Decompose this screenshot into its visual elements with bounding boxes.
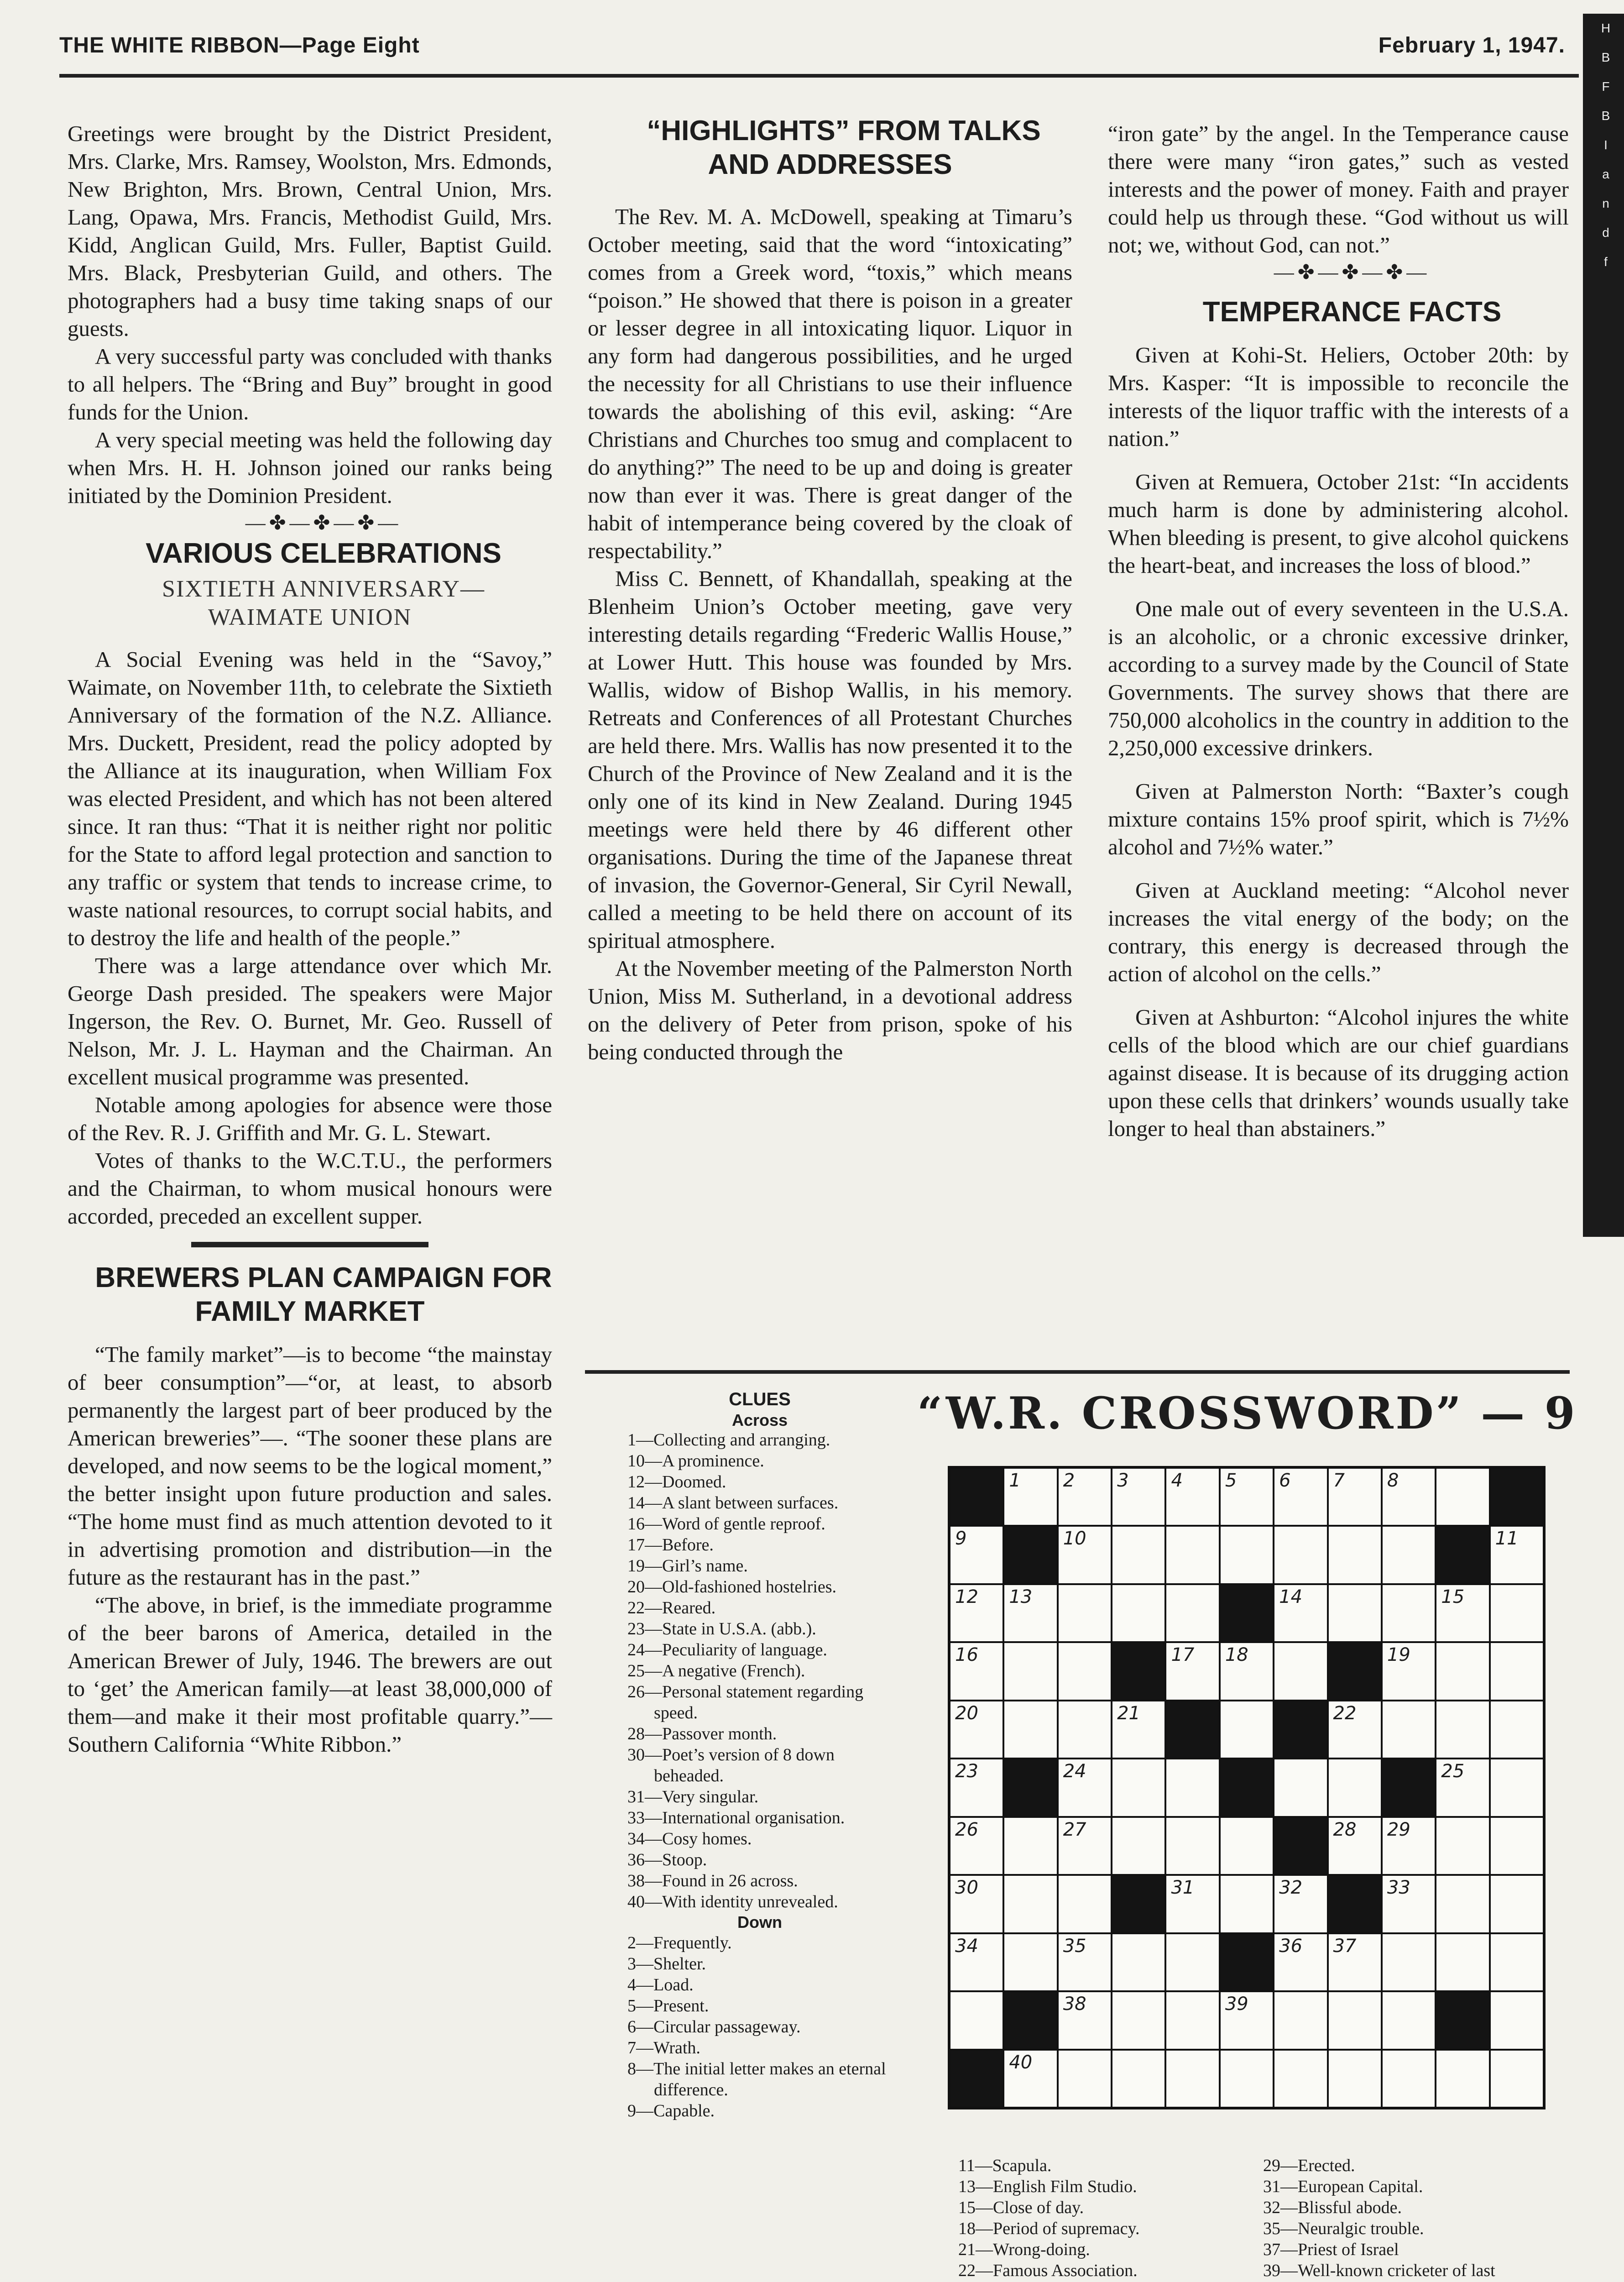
crossword-black-cell bbox=[1004, 1759, 1056, 1816]
edge-letter: H bbox=[1601, 21, 1611, 35]
crossword-cell[interactable] bbox=[1436, 1876, 1488, 1932]
crossword-cell[interactable] bbox=[950, 1585, 1003, 1641]
crossword-cell[interactable] bbox=[950, 1818, 1003, 1874]
crossword-black-cell bbox=[1166, 1701, 1218, 1758]
crossword-cell[interactable] bbox=[1436, 1818, 1488, 1874]
crossword-cell[interactable] bbox=[950, 1876, 1003, 1932]
crossword-cell[interactable] bbox=[1221, 2051, 1273, 2107]
masthead-date: February 1, 1947. bbox=[1378, 33, 1565, 58]
crossword-cell-number: 5 bbox=[1225, 1470, 1237, 1491]
down-clues-continued bbox=[958, 2155, 1232, 2282]
highlights-paragraph: Miss C. Bennett, of Khandallah, speaking at the Blenheim Union’s October meeting, gave very interesting details regarding “Frederic Wallis House,” at Lower Hutt. This house was founded by Mrs. Wallis, widow of Bishop Wallis, in his memory. Retreats and Conferences of all Protestant Churches are held there. Mrs. Wallis has now presented it to the Church of the Province of New Zealand and it is the only one of its kind in New Zealand. During 1945 meetings were held there by 46 different other organisations. During the time of the Japanese threat of invasion, the Governor-General, Sir Cyril Newall, called a meeting to be held there on account of its spiritual atmosphere. bbox=[588, 566, 1072, 953]
crossword-cell[interactable] bbox=[1383, 1469, 1435, 1525]
crossword-black-cell bbox=[1436, 1992, 1488, 2048]
crossword-cell[interactable] bbox=[1166, 1934, 1218, 1990]
crossword-cell-number: 29 bbox=[1387, 1819, 1410, 1840]
crossword-cell-number: 20 bbox=[955, 1702, 978, 1724]
crossword-cell[interactable] bbox=[1166, 1818, 1218, 1874]
down-clue: 18—Period of supremacy. bbox=[958, 2219, 1140, 2238]
across-clue: 24—Peculiarity of language. bbox=[627, 1640, 827, 1659]
crossword-cell[interactable] bbox=[1059, 1818, 1111, 1874]
crossword-cell[interactable] bbox=[1274, 1585, 1326, 1641]
crossword-cell-number: 25 bbox=[1441, 1761, 1465, 1782]
crossword-cell[interactable] bbox=[1329, 1934, 1381, 1990]
crossword-cell-number: 30 bbox=[955, 1877, 978, 1899]
down-clue: 3—Shelter. bbox=[627, 1954, 706, 1973]
crossword-cell-number: 23 bbox=[955, 1761, 978, 1782]
crossword-cell[interactable] bbox=[1004, 1701, 1056, 1758]
celebrations-paragraph: A Social Evening was held in the “Savoy,” Waimate, on November 11th, to celebrate the Sixtieth Anniversary of the formation of the N.Z. Alliance. Mrs. Duckett, President, read the policy adopted by the Alliance at its inauguration, when William Fox was elected President, and which has not been altered since. It ran thus: “That it is neither right nor politic for the State to afford legal protection and sanction to any traffic or system that tends to increase crime, to waste national resources, to corrupt social habits, and to destroy the life and health of the people.” bbox=[68, 647, 552, 950]
crossword-grid[interactable] bbox=[948, 1466, 1546, 2109]
crossword-cell[interactable] bbox=[1491, 1527, 1543, 1583]
crossword-cell[interactable] bbox=[1221, 1701, 1273, 1758]
crossword-cell-number: 38 bbox=[1063, 1994, 1086, 2015]
across-clue: 28—Passover month. bbox=[627, 1724, 777, 1743]
crossword-cell[interactable] bbox=[1166, 2051, 1218, 2107]
crossword-cell-number: 31 bbox=[1171, 1877, 1195, 1899]
crossword-cell[interactable] bbox=[1221, 1469, 1273, 1525]
brewers-heading: BREWERS PLAN CAMPAIGN FOR FAMILY MARKET bbox=[95, 1262, 552, 1327]
down-clue: 5—Present. bbox=[627, 1996, 709, 2015]
edge-letter: n bbox=[1602, 196, 1609, 210]
down-clue: 29—Erected. bbox=[1263, 2156, 1355, 2175]
down-clue: 31—European Capital. bbox=[1263, 2177, 1423, 2196]
down-clue: 39—Well-known cricketer of last bbox=[1263, 2261, 1495, 2280]
temperance-fact: Given at Ashburton: “Alcohol injures the white cells of the blood which are our chief guardians against disease. It is because of its drugging action upon these cells that drinkers’ wounds usually take longer to heal than abstainers.” bbox=[1108, 1005, 1569, 1141]
crossword-cell[interactable] bbox=[1112, 1469, 1164, 1525]
crossword-cell[interactable] bbox=[1274, 1759, 1326, 1816]
crossword-cell[interactable] bbox=[1491, 1701, 1543, 1758]
crossword-cell[interactable] bbox=[1383, 1701, 1435, 1758]
crossword-cell[interactable] bbox=[1059, 1876, 1111, 1932]
crossword-cell-number: 12 bbox=[955, 1586, 978, 1607]
crossword-cell-number: 16 bbox=[955, 1644, 978, 1666]
crossword-cell[interactable] bbox=[1436, 1469, 1488, 1525]
temperance-fact: Given at Kohi-St. Heliers, October 20th: by Mrs. Kasper: “It is impossible to reconcile the interests of the liquor traffic with the interests of a nation.” bbox=[1108, 342, 1569, 451]
crossword-cell-number: 1 bbox=[1009, 1470, 1021, 1491]
crossword-black-cell bbox=[1329, 1643, 1381, 1699]
column-2 bbox=[588, 114, 1072, 1066]
crossword-cell[interactable] bbox=[1059, 1934, 1111, 1990]
down-clue: 21—Wrong-doing. bbox=[958, 2240, 1090, 2259]
crossword-cell[interactable] bbox=[1112, 1527, 1164, 1583]
intro-paragraph: Greetings were brought by the District President, Mrs. Clarke, Mrs. Ramsey, Woolston, Mrs. Edmonds, New Brighton, Mrs. Brown, Central Union, Mrs. Lang, Opawa, Mrs. Francis, Methodist Guild, Mrs. Kidd, Anglican Guild, Mrs. Fuller, Baptist Guild. Mrs. Black, Presbyterian Guild, and others. The photographers had a busy time taking snaps of our guests. bbox=[68, 121, 552, 341]
crossword-cell[interactable] bbox=[950, 1934, 1003, 1990]
crossword-cell[interactable] bbox=[1059, 1585, 1111, 1641]
across-clue: 16—Word of gentle reproof. bbox=[627, 1514, 825, 1534]
crossword-cell-number: 9 bbox=[955, 1528, 967, 1549]
crossword-cell[interactable] bbox=[1436, 2051, 1488, 2107]
crossword-cell[interactable] bbox=[1166, 1469, 1218, 1525]
crossword-cell[interactable] bbox=[1112, 1992, 1164, 2048]
celebrations-heading: VARIOUS CELEBRATIONS bbox=[146, 538, 501, 569]
down-clue: 13—English Film Studio. bbox=[958, 2177, 1137, 2196]
crossword-cell[interactable] bbox=[1059, 1527, 1111, 1583]
crossword-black-cell bbox=[1112, 1876, 1164, 1932]
across-clue: 38—Found in 26 across. bbox=[627, 1871, 798, 1890]
clues-heading: CLUES bbox=[729, 1389, 791, 1409]
across-clue: 30—Poet’s version of 8 down beheaded. bbox=[627, 1745, 835, 1785]
crossword-cell[interactable] bbox=[1329, 1585, 1381, 1641]
crossword-cell[interactable] bbox=[1274, 1469, 1326, 1525]
across-clue: 1—Collecting and arranging. bbox=[627, 1430, 830, 1450]
crossword-cell[interactable] bbox=[1004, 1876, 1056, 1932]
highlights-heading: “HIGHLIGHTS” FROM TALKS AND ADDRESSES bbox=[647, 115, 1041, 180]
crossword-cell[interactable] bbox=[950, 1992, 1003, 2048]
crossword-cell[interactable] bbox=[1274, 1992, 1326, 2048]
crossword-cell[interactable] bbox=[1383, 1992, 1435, 2048]
down-clue: 32—Blissful abode. bbox=[1263, 2198, 1402, 2217]
crossword-cell-number: 13 bbox=[1009, 1586, 1033, 1607]
crossword-cell-number: 3 bbox=[1117, 1470, 1129, 1491]
crossword-cell[interactable] bbox=[1491, 1934, 1543, 1990]
crossword-black-cell bbox=[1329, 1876, 1381, 1932]
crossword-cell[interactable] bbox=[1491, 2051, 1543, 2107]
crossword-cell-number: 27 bbox=[1063, 1819, 1086, 1840]
crossword-black-cell bbox=[1004, 1527, 1056, 1583]
crossword-cell-number: 14 bbox=[1279, 1586, 1303, 1607]
celebrations-paragraph: There was a large attendance over which Mr. George Dash presided. The speakers were Major Ingerson, the Rev. O. Burnet, Mr. Geo. Russell of Nelson, Mr. J. L. Hayman and the Chairman. An excellent musical programme was presented. bbox=[68, 953, 552, 1089]
ornament-divider: —✤—✤—✤— bbox=[245, 512, 402, 534]
crossword-cell[interactable] bbox=[1059, 1701, 1111, 1758]
crossword-title: “W.R. CROSSWORD” — 9 bbox=[917, 1387, 1577, 1439]
crossword-cell-number: 4 bbox=[1171, 1470, 1183, 1491]
crossword-cell[interactable] bbox=[1491, 1585, 1543, 1641]
temperance-fact: Given at Auckland meeting: “Alcohol never increases the vital energy of the body; on the contrary, this energy is decreased through the action of alcohol on the cells.” bbox=[1108, 878, 1569, 986]
crossword-cell[interactable] bbox=[1491, 1818, 1543, 1874]
crossword-cell-number: 15 bbox=[1441, 1586, 1465, 1607]
crossword-black-cell bbox=[1004, 1992, 1056, 2048]
page-edge-text bbox=[1592, 14, 1619, 277]
crossword-cell[interactable] bbox=[1004, 1469, 1056, 1525]
crossword-cell[interactable] bbox=[1059, 1469, 1111, 1525]
crossword-cell[interactable] bbox=[1491, 1876, 1543, 1932]
crossword-cell[interactable] bbox=[1383, 1643, 1435, 1699]
crossword-cell[interactable] bbox=[1491, 1992, 1543, 2048]
crossword-cell-number: 17 bbox=[1171, 1644, 1195, 1666]
highlights-paragraph: The Rev. M. A. McDowell, speaking at Timaru’s October meeting, said that the word “intoxicating” comes from a Greek word, “toxis,” which means “poison.” He showed that there is poison in a greater or lesser degree in all intoxicating liquor. Liquor in any form had dangerous possibilities, and he urged the necessity for all Christians to use their influence towards the abolishing of this evil, asking: “Are Christians and Churches too smug and complacent to do anything?” The need to be up and doing is greater now than ever it was. There is great danger of the habit of intemperance being covered by the cloak of respectability.” bbox=[588, 204, 1072, 563]
crossword-cell[interactable] bbox=[1004, 2051, 1056, 2107]
down-clues-continued bbox=[1263, 2155, 1546, 2282]
crossword-cell-number: 26 bbox=[955, 1819, 978, 1840]
down-clue: 6—Circular passageway. bbox=[627, 2017, 801, 2036]
crossword-cell[interactable] bbox=[950, 1643, 1003, 1699]
edge-letter: I bbox=[1604, 138, 1608, 152]
crossword-black-cell bbox=[1221, 1759, 1273, 1816]
section-rule bbox=[191, 1242, 428, 1247]
across-clue: 23—State in U.S.A. (abb.). bbox=[627, 1619, 816, 1638]
crossword-cell[interactable] bbox=[1436, 1934, 1488, 1990]
crossword-cell[interactable] bbox=[1059, 2051, 1111, 2107]
crossword-cell[interactable] bbox=[1221, 1818, 1273, 1874]
ornament-divider: —✤—✤—✤— bbox=[1274, 261, 1431, 283]
crossword-cell-number: 7 bbox=[1333, 1470, 1345, 1491]
crossword-cell[interactable] bbox=[1383, 1585, 1435, 1641]
crossword-black-cell bbox=[1436, 1527, 1488, 1583]
crossword-cell-number: 11 bbox=[1495, 1528, 1519, 1549]
crossword-cell[interactable] bbox=[1436, 1701, 1488, 1758]
crossword-cell-number: 28 bbox=[1333, 1819, 1357, 1840]
celebrations-paragraph: Notable among apologies for absence were those of the Rev. R. J. Griffith and Mr. G. L. Stewart. bbox=[68, 1092, 552, 1145]
crossword-cell[interactable] bbox=[1166, 1527, 1218, 1583]
across-clue: 17—Before. bbox=[627, 1535, 714, 1554]
crossword-cell[interactable] bbox=[1436, 1759, 1488, 1816]
highlights-paragraph: At the November meeting of the Palmerston North Union, Miss M. Sutherland, in a devotional address on the delivery of Peter from prison, spoke of his being conducted through the bbox=[588, 956, 1072, 1064]
crossword-cell[interactable] bbox=[1436, 1585, 1488, 1641]
crossword-black-cell bbox=[1221, 1934, 1273, 1990]
crossword-cell[interactable] bbox=[1221, 1643, 1273, 1699]
crossword-cell-number: 19 bbox=[1387, 1644, 1410, 1666]
crossword-cell[interactable] bbox=[1112, 1818, 1164, 1874]
edge-letter: B bbox=[1601, 50, 1610, 64]
crossword-top-rule bbox=[585, 1370, 1570, 1374]
brewers-paragraph: “The family market”—is to become “the mainstay of beer consumption”—“or, at least, to absorb permanently the largest part of beer produced by the American breweries”—. “The sooner these plans are developed, and now seems to be the logical moment,” the better insight upon future production and sales. “The home must find as much attention devoted to it in advertising promotion and distribution—in the future as the restaurant has in the past.” bbox=[68, 1342, 552, 1590]
brewers-paragraph: “The above, in brief, is the immediate programme of the beer barons of America, detailed in the American Brewer of July, 1946. The brewers are out to ‘get’ the American family—at least 38,000,000 of them—and make it their most profitable quarry.”—Southern California “White Ribbon.” bbox=[68, 1592, 552, 1757]
down-clue: 22—Famous Association. bbox=[958, 2261, 1138, 2280]
crossword-cell[interactable] bbox=[1059, 1992, 1111, 2048]
crossword-cell-number: 36 bbox=[1279, 1935, 1303, 1957]
down-clue: 2—Frequently. bbox=[627, 1933, 732, 1952]
crossword-cell-number: 8 bbox=[1387, 1470, 1399, 1491]
crossword-cell[interactable] bbox=[1329, 1527, 1381, 1583]
crossword-cell[interactable] bbox=[1112, 1701, 1164, 1758]
crossword-black-cell bbox=[950, 1469, 1003, 1525]
crossword-cell[interactable] bbox=[1166, 1992, 1218, 2048]
down-clue: 35—Neuralgic trouble. bbox=[1263, 2219, 1424, 2238]
crossword-black-cell bbox=[950, 2051, 1003, 2107]
celebrations-subheading: SIXTIETH ANNIVERSARY— WAIMATE UNION bbox=[162, 576, 485, 630]
down-clue: 4—Load. bbox=[627, 1975, 694, 1994]
crossword-cell[interactable] bbox=[1329, 1992, 1381, 2048]
masthead bbox=[59, 27, 1565, 64]
crossword-cell-number: 34 bbox=[955, 1935, 978, 1957]
edge-letter: f bbox=[1604, 255, 1608, 269]
crossword-cell[interactable] bbox=[1274, 1527, 1326, 1583]
down-clue: 8—The initial letter makes an eternal difference. bbox=[627, 2059, 886, 2099]
crossword-cell[interactable] bbox=[1329, 1759, 1381, 1816]
intro-paragraph: A very special meeting was held the following day when Mrs. H. H. Johnson joined our ranks being initiated by the Dominion President. bbox=[68, 427, 552, 508]
crossword-cell-number: 35 bbox=[1063, 1935, 1086, 1957]
crossword-cell[interactable] bbox=[1436, 1643, 1488, 1699]
crossword-cell[interactable] bbox=[1112, 1585, 1164, 1641]
crossword-cell[interactable] bbox=[1166, 1876, 1218, 1932]
crossword-cell[interactable] bbox=[950, 1527, 1003, 1583]
crossword-cell[interactable] bbox=[1274, 1643, 1326, 1699]
down-clue: 37—Priest of Israel bbox=[1263, 2240, 1399, 2259]
crossword-cell-number: 22 bbox=[1333, 1702, 1357, 1724]
crossword-cell[interactable] bbox=[1491, 1759, 1543, 1816]
down-clue: 15—Close of day. bbox=[958, 2198, 1084, 2217]
across-clue: 20—Old-fashioned hostelries. bbox=[627, 1577, 837, 1596]
crossword-cell-number: 24 bbox=[1063, 1761, 1086, 1782]
crossword-cell[interactable] bbox=[1059, 1759, 1111, 1816]
celebrations-paragraph: Votes of thanks to the W.C.T.U., the performers and the Chairman, to whom musical honours were accorded, preceded an excellent supper. bbox=[68, 1148, 552, 1229]
across-clue: 33—International organisation. bbox=[627, 1808, 845, 1827]
crossword-cell[interactable] bbox=[1004, 1934, 1056, 1990]
across-clue: 40—With identity unrevealed. bbox=[627, 1892, 838, 1911]
crossword-cell-number: 40 bbox=[1009, 2052, 1033, 2073]
crossword-cell[interactable] bbox=[1112, 1759, 1164, 1816]
crossword-cell[interactable] bbox=[1112, 2051, 1164, 2107]
column-3 bbox=[1108, 120, 1569, 1142]
across-clue: 19—Girl’s name. bbox=[627, 1556, 748, 1575]
edge-letter: B bbox=[1601, 109, 1610, 123]
across-clue: 34—Cosy homes. bbox=[627, 1829, 752, 1848]
crossword-cell[interactable] bbox=[1383, 1818, 1435, 1874]
masthead-title: THE WHITE RIBBON—Page Eight bbox=[59, 33, 420, 58]
down-clue: 7—Wrath. bbox=[627, 2038, 700, 2057]
edge-letter: d bbox=[1602, 225, 1609, 240]
highlights-continued: “iron gate” by the angel. In the Temperance cause there were many “iron gates,” such as vested interests and the power of money. Faith and prayer could help us through these. “God without us will not; we, without God, can not.” bbox=[1108, 121, 1569, 257]
across-clue: 25—A negative (French). bbox=[627, 1661, 805, 1680]
crossword-cell[interactable] bbox=[1059, 1643, 1111, 1699]
crossword-cell[interactable] bbox=[1274, 2051, 1326, 2107]
across-clue: 10—A prominence. bbox=[627, 1451, 764, 1471]
crossword-cell-number: 39 bbox=[1225, 1994, 1248, 2015]
across-clue: 36—Stoop. bbox=[627, 1850, 707, 1869]
crossword-clues bbox=[627, 1387, 892, 2121]
crossword-cell[interactable] bbox=[1166, 1643, 1218, 1699]
crossword-cell-number: 6 bbox=[1279, 1470, 1291, 1491]
crossword-cell[interactable] bbox=[1329, 1701, 1381, 1758]
crossword-black-cell bbox=[1112, 1643, 1164, 1699]
crossword-cell-number: 33 bbox=[1387, 1877, 1410, 1899]
crossword-black-cell bbox=[1221, 1585, 1273, 1641]
edge-letter: a bbox=[1602, 167, 1609, 181]
crossword-cell[interactable] bbox=[1383, 1876, 1435, 1932]
crossword-cell[interactable] bbox=[1274, 1876, 1326, 1932]
crossword-cell-number: 21 bbox=[1117, 1702, 1140, 1724]
temperance-fact: One male out of every seventeen in the U.S.A. is an alcoholic, or a chronic excessive drinker, according to a survey made by the Council of State Governments. The survey shows that there are 750,000 alcoholics in the country in addition to the 2,250,000 excessive drinkers. bbox=[1108, 596, 1569, 760]
crossword-cell[interactable] bbox=[1329, 1818, 1381, 1874]
crossword-cell[interactable] bbox=[1383, 1527, 1435, 1583]
temperance-fact: Given at Palmerston North: “Baxter’s cough mixture contains 15% proof spirit, which is 7½% alcohol and 7½% water.” bbox=[1108, 779, 1569, 859]
crossword-cell[interactable] bbox=[1383, 2051, 1435, 2107]
crossword-cell[interactable] bbox=[1329, 1469, 1381, 1525]
crossword-cell[interactable] bbox=[1166, 1759, 1218, 1816]
temperance-facts-heading: TEMPERANCE FACTS bbox=[1202, 296, 1502, 328]
crossword-cell[interactable] bbox=[1491, 1643, 1543, 1699]
crossword-cell-number: 32 bbox=[1279, 1877, 1303, 1899]
crossword-cell[interactable] bbox=[1329, 2051, 1381, 2107]
crossword-cell[interactable] bbox=[1383, 1934, 1435, 1990]
across-clue: 31—Very singular. bbox=[627, 1787, 759, 1806]
edge-letter: F bbox=[1602, 79, 1610, 94]
crossword-cell[interactable] bbox=[1004, 1818, 1056, 1874]
across-clue: 26—Personal statement regarding speed. bbox=[627, 1682, 864, 1722]
crossword-cell[interactable] bbox=[1274, 1934, 1326, 1990]
crossword-cell[interactable] bbox=[1221, 1992, 1273, 2048]
crossword-cell[interactable] bbox=[950, 1701, 1003, 1758]
temperance-fact: Given at Remuera, October 21st: “In accidents much harm is done by administering alcohol. When bleeding is present, to give alcohol quickens the heart-beat, and increases the loss of blood.” bbox=[1108, 469, 1569, 578]
crossword-cell[interactable] bbox=[950, 1759, 1003, 1816]
crossword-cell[interactable] bbox=[1221, 1527, 1273, 1583]
across-clue: 12—Doomed. bbox=[627, 1472, 726, 1492]
down-clue: 11—Scapula. bbox=[958, 2156, 1052, 2175]
intro-paragraph: A very successful party was concluded with thanks to all helpers. The “Bring and Buy” brought in good funds for the Union. bbox=[68, 344, 552, 424]
crossword-cell[interactable] bbox=[1166, 1585, 1218, 1641]
across-clue: 14—A slant between surfaces. bbox=[627, 1493, 839, 1513]
crossword-cell[interactable] bbox=[1004, 1585, 1056, 1641]
crossword-cell[interactable] bbox=[1112, 1934, 1164, 1990]
crossword-cell-number: 18 bbox=[1225, 1644, 1248, 1666]
across-heading: Across bbox=[731, 1411, 788, 1429]
crossword-black-cell bbox=[1491, 1469, 1543, 1525]
crossword-cell[interactable] bbox=[1004, 1643, 1056, 1699]
crossword-cell[interactable] bbox=[1221, 1876, 1273, 1932]
crossword-cell-number: 10 bbox=[1063, 1528, 1086, 1549]
crossword-black-cell bbox=[1383, 1759, 1435, 1816]
crossword-black-cell bbox=[1274, 1818, 1326, 1874]
crossword-black-cell bbox=[1274, 1701, 1326, 1758]
crossword-cell-number: 37 bbox=[1333, 1935, 1357, 1957]
down-clue: 9—Capable. bbox=[627, 2101, 715, 2120]
masthead-rule bbox=[59, 74, 1579, 78]
column-1 bbox=[68, 120, 552, 1758]
across-clue: 22—Reared. bbox=[627, 1598, 716, 1617]
down-heading: Down bbox=[737, 1913, 782, 1931]
crossword-cell-number: 2 bbox=[1063, 1470, 1075, 1491]
